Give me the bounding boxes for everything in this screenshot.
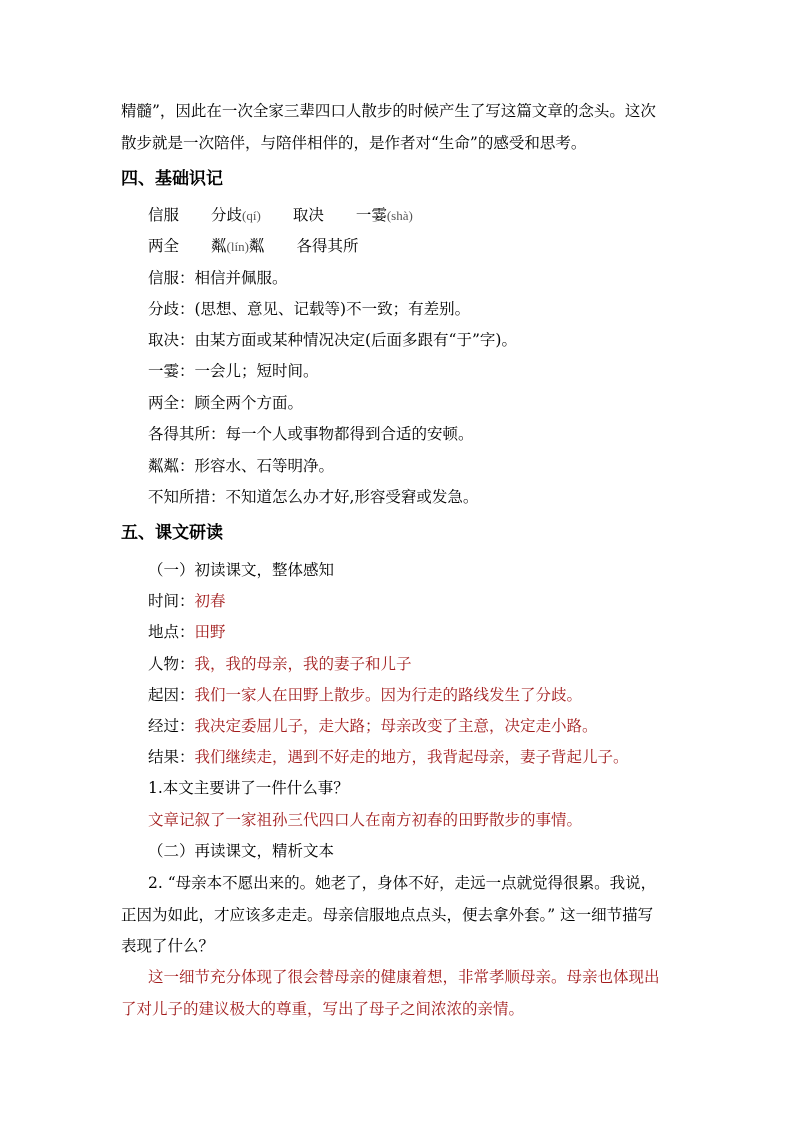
vocab-word: 粼	[211, 237, 227, 255]
fact-value: 我，我的母亲，我的妻子和儿子	[194, 655, 412, 673]
fact-value: 初春	[194, 592, 226, 610]
definition: 不知所措：不知道怎么办才好,形容受窘或发急。	[148, 488, 479, 506]
answer-1: 文章记叙了一家祖孙三代四口人在南方初春的田野散步的事情。	[148, 811, 583, 829]
fact-row	[148, 685, 582, 705]
vocab-word: 分歧	[211, 206, 243, 224]
subsection-1-title: （一）初读课文，整体感知	[148, 561, 335, 579]
fact-label: 时间：	[148, 592, 195, 610]
vocab-word: 取决	[292, 206, 324, 224]
vocab-row-1	[148, 205, 413, 226]
vocab-word-suffix: 粼	[248, 237, 265, 255]
vocab-pinyin: (lín)	[226, 239, 249, 254]
vocab-row-2	[148, 236, 358, 257]
fact-value: 我们继续走，遇到不好走的地方，我背起母亲，妻子背起儿子。	[194, 748, 629, 766]
definition: 取决：由某方面或某种情况决定(后面多跟有“于”字)。	[148, 331, 517, 349]
fact-row	[148, 654, 412, 674]
question-2-line: 2. “母亲本不愿出来的。她老了，身体不好，走远一点就觉得很累。我说，	[148, 874, 657, 892]
definition: 信服：相信并佩服。	[148, 269, 288, 287]
answer-2-line: 了对儿子的建议极大的尊重，写出了母子之间浓浓的亲情。	[121, 1000, 525, 1018]
fact-label: 地点：	[148, 623, 195, 641]
vocab-pinyin: (shà)	[386, 208, 413, 223]
fact-value: 我决定委屈儿子，走大路；母亲改变了主意，决定走小路。	[194, 717, 598, 735]
fact-label: 结果：	[148, 748, 195, 766]
fact-label: 起因：	[148, 686, 195, 704]
intro-text-1: 精髓”，因此在一次全家三辈四口人散步的时候产生了写这篇文章的念头。这次	[121, 102, 656, 120]
question-2-line: 表现了什么？	[121, 937, 215, 955]
fact-row	[148, 747, 629, 767]
fact-label: 经过：	[148, 717, 195, 735]
definition: 各得其所：每一个人或事物都得到合适的安顿。	[148, 425, 474, 443]
vocab-word: 两全	[148, 237, 180, 255]
intro-line-1	[121, 101, 656, 121]
question-2-line: 正因为如此，才应该多走走。母亲信服地点点头，便去拿外套。” 这一细节描写	[121, 906, 654, 924]
fact-value: 我们一家人在田野上散步。因为行走的路线发生了分歧。	[194, 686, 583, 704]
definition: 一霎：一会儿；短时间。	[148, 362, 319, 380]
fact-row	[148, 622, 226, 642]
answer-2-line: 这一细节充分体现了很会替母亲的健康着想，非常孝顺母亲。母亲也体现出	[148, 968, 660, 986]
section5-title: 五、课文研读	[121, 523, 223, 543]
vocab-word: 一霎	[355, 206, 387, 224]
fact-label: 人物：	[148, 655, 195, 673]
intro-text-2: 散步就是一次陪伴，与陪伴相伴的，是作者对“生命”的感受和思考。	[121, 134, 587, 152]
vocab-pinyin: (qí)	[242, 208, 261, 223]
definition: 两全：顾全两个方面。	[148, 394, 304, 412]
fact-row	[148, 591, 226, 611]
fact-row	[148, 716, 598, 736]
intro-line-2	[121, 133, 586, 153]
definition: 分歧：(思想、意见、记载等)不一致；有差别。	[148, 300, 471, 318]
section4-title: 四、基础识记	[121, 169, 223, 189]
fact-value: 田野	[194, 623, 226, 641]
vocab-word: 信服	[148, 206, 180, 224]
question-1: 1.本文主要讲了一件什么事？	[148, 779, 349, 797]
vocab-word: 各得其所	[296, 237, 359, 255]
subsection-2-title: （二）再读课文，精析文本	[148, 842, 335, 860]
definition: 粼粼：形容水、石等明净。	[148, 457, 335, 475]
